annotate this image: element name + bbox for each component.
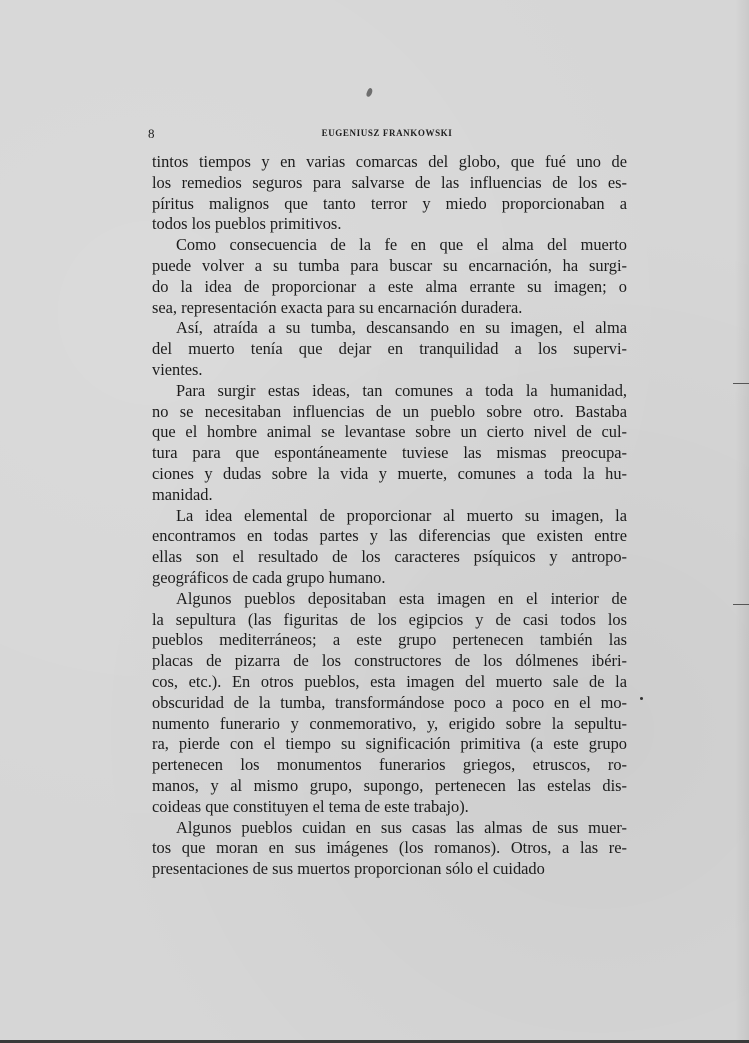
text-line: pertenecen los monumentos funerarios griegos, etruscos, ro- [152,755,627,775]
page-number: 8 [148,126,155,141]
text-line: todos los pueblos primitivos. [152,214,342,234]
text-line: placas de pizarra de los constructores de los dólmenes ibéri- [152,651,627,671]
page-header [148,126,626,142]
paragraph [152,381,627,506]
text-line: encontramos en todas partes y las diferencias que existen entre [152,526,627,546]
text-line: presentaciones de sus muertos proporcionan sólo el cuidado [152,859,545,879]
text-line: coideas que constituyen el tema de este trabajo). [152,796,469,816]
text-line: manidad. [152,484,213,504]
text-line: tos que moran en sus imágenes (los romanos). Otros, a las re- [152,838,627,858]
body-text [152,152,627,880]
text-line: Así, atraída a su tumba, descansando en su imagen, el alma [176,318,627,338]
ink-smudge [365,87,373,97]
text-line: tura para que espontáneamente tuviese las mismas preocupa- [152,443,627,463]
margin-tick-mark [733,383,749,384]
paragraph [152,506,627,589]
paragraph [152,589,627,818]
text-line: geográficos de cada grupo humano. [152,567,386,587]
text-line: vientes. [152,359,203,379]
margin-tick-mark [733,604,749,605]
page-edge-shadow [735,0,749,1043]
text-line: Algunos pueblos depositaban esta imagen en el interior de [176,588,627,608]
paragraph [152,235,627,318]
text-line: Algunos pueblos cuidan en sus casas las almas de sus muer- [176,817,627,837]
paragraph [152,818,627,880]
ink-dot [640,697,643,700]
text-line: ellas son el resultado de los caracteres psíquicos y antropo- [152,547,627,567]
text-line: Para surgir estas ideas, tan comunes a toda la humanidad, [176,380,627,400]
text-line: que el hombre animal se levantase sobre un cierto nivel de cul- [152,422,627,442]
text-line: Como consecuencia de la fe en que el alma del muerto [176,235,627,255]
text-line: La idea elemental de proporcionar al muerto su imagen, la [176,505,627,525]
paragraph [152,152,627,235]
text-line: ra, pierde con el tiempo su significación primitiva (a este grupo [152,734,627,754]
text-line: del muerto tenía que dejar en tranquilidad a los supervi- [152,339,627,359]
text-line: no se necesitaban influencias de un pueblo sobre otro. Bastaba [152,401,627,421]
text-line: obscuridad de la tumba, transformándose poco a poco en el mo- [152,692,627,712]
text-line: píritus malignos que tanto terror y miedo proporcionaban a [152,193,627,213]
text-line: sea, representación exacta para su encarnación duradera. [152,297,523,317]
paragraph [152,318,627,380]
text-line: manos, y al mismo grupo, supongo, pertenecen las estelas dis- [152,775,627,795]
text-line: do la idea de proporcionar a este alma errante su imagen; o [152,276,627,296]
running-head: EUGENIUSZ FRANKOWSKI [321,128,453,138]
text-line: numento funerario y conmemorativo, y, erigido sobre la sepultu- [152,713,627,733]
text-line: cos, etc.). En otros pueblos, esta imagen del muerto sale de la [152,671,627,691]
text-line: pueblos mediterráneos; a este grupo pertenecen también las [152,630,627,650]
text-line: tintos tiempos y en varias comarcas del globo, que fué uno de [152,152,627,171]
text-line: los remedios seguros para salvarse de las influencias de los es- [152,172,627,192]
text-line: la sepultura (las figuritas de los egipcios y de casi todos los [152,609,627,629]
text-line: puede volver a su tumba para buscar su encarnación, ha surgi- [152,255,627,275]
text-line: ciones y dudas sobre la vida y muerte, comunes a toda la hu- [152,463,627,483]
